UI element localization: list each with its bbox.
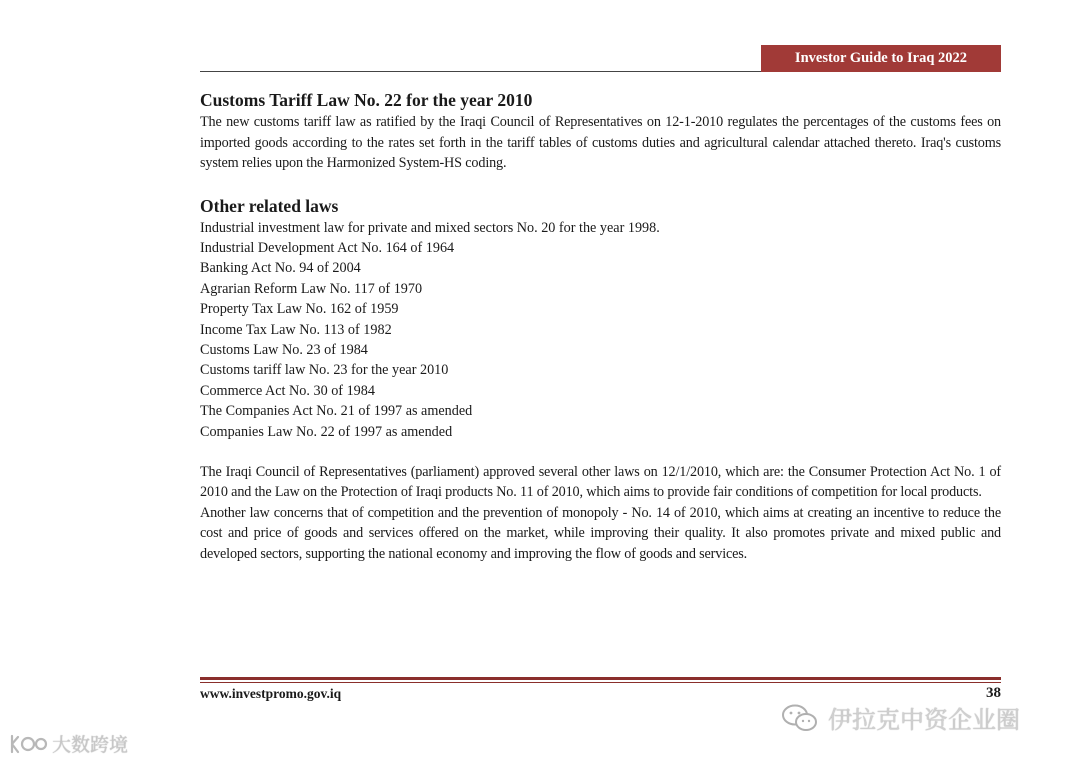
customs-heading: Customs Tariff Law No. 22 for the year 2010: [200, 90, 533, 110]
law-item: Industrial investment law for private and mixed sectors No. 20 for the year 1998.: [200, 219, 660, 236]
watermark-left: [8, 730, 128, 757]
customs-paragraph: The new customs tariff law as ratified by the Iraqi Council of Representatives on 12-1-2010 regulates the percentages of the customs fees on imported goods according to the rates set forth in the tariff tables of customs duties and agricultural calendar attached thereto. Iraq's customs system relies upon the Harmonized System-HS coding.: [200, 114, 1001, 171]
law-item: Property Tax Law No. 162 of 1959: [200, 301, 399, 318]
law-item: Companies Law No. 22 of 1997 as amended: [200, 423, 453, 440]
wechat-icon: [780, 703, 820, 733]
law-item: Banking Act No. 94 of 2004: [200, 260, 361, 277]
closing-paragraph-1: The Iraqi Council of Representatives (parliament) approved several other laws on 12/1/2010, which are: the Consumer Protection Act No. 1 of 2010 and the Law on the Protection of Iraqi products No. 11 of 2010, which aims to provide fair conditions of competition for local products.: [200, 463, 1001, 501]
watermark-right: [780, 700, 1020, 735]
law-item: Industrial Development Act No. 164 of 1964: [200, 239, 455, 256]
footer-rule: [200, 677, 1001, 680]
law-item: The Companies Act No. 21 of 1997 as amended: [200, 403, 473, 420]
kol-logo-icon: [8, 732, 48, 756]
watermark-right-text: 伊拉克中资企业圈: [828, 706, 1020, 734]
law-item: Income Tax Law No. 113 of 1982: [200, 321, 392, 338]
page-number: 38: [986, 685, 1001, 701]
page-content: [200, 88, 1001, 564]
other-laws-section: [200, 194, 1001, 442]
law-item: Agrarian Reform Law No. 117 of 1970: [200, 280, 423, 297]
closing-paragraph-2: Another law concerns that of competition and the prevention of monopoly - No. 14 of 2010, which aims at creating an incentive to reduce the cost and price of goods and services offered on the market, while improving their quality. It also promotes private and mixed public and developed sectors, supporting the national economy and improving the flow of goods and services.: [200, 504, 1001, 562]
laws-list: [200, 218, 1001, 442]
other-laws-heading: Other related laws: [200, 195, 339, 216]
law-item: Customs Law No. 23 of 1984: [200, 341, 368, 358]
footer-rule-thin: [200, 682, 1001, 683]
footer-url[interactable]: www.investpromo.gov.iq: [200, 686, 342, 701]
header-badge: Investor Guide to Iraq 2022: [761, 45, 1001, 72]
watermark-left-text: 大数跨境: [52, 734, 129, 756]
law-item: Customs tariff law No. 23 for the year 2010: [200, 362, 449, 379]
closing-section: [200, 462, 1001, 565]
customs-section: [200, 88, 1001, 174]
law-item: Commerce Act No. 30 of 1984: [200, 382, 375, 399]
